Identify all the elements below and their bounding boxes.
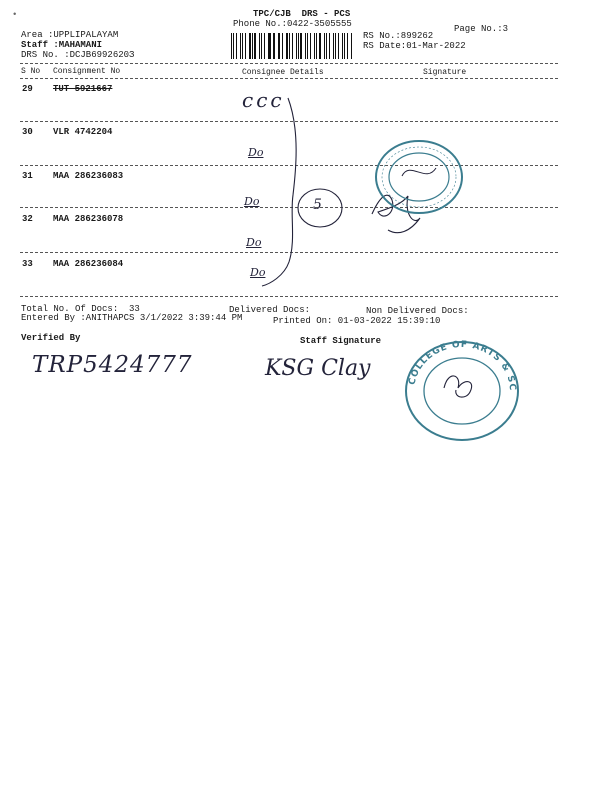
handwriting-verified-id: TRP5424777	[32, 352, 193, 378]
page-number: Page No.:3	[454, 24, 509, 34]
non-delivered-docs: Non Delivered Docs:	[366, 306, 469, 316]
handwriting-ditto-row31: Do	[244, 195, 260, 208]
area-field: Area :UPPLIPALAYAM	[21, 30, 119, 40]
column-header-consignment: Consignment No	[53, 67, 121, 76]
entered-by: Entered By :ANITHAPCS 3/1/2022 3:39:44 PM	[21, 313, 243, 323]
handwriting-circled-number: 5	[313, 197, 322, 213]
staff-field: Staff :MAHAMANI	[21, 40, 103, 50]
printed-on: Printed On: 01-03-2022 15:39:10	[273, 316, 441, 326]
row-30-sno: 30	[22, 127, 33, 137]
row-31-consignment: MAA 286236083	[53, 171, 124, 181]
row-32-consignment: MAA 286236078	[53, 214, 124, 224]
rs-date: RS Date:01-Mar-2022	[363, 41, 466, 51]
delivered-docs: Delivered Docs:	[229, 305, 311, 315]
row-29-sno: 29	[22, 84, 33, 94]
handwriting-ditto-row32: Do	[246, 236, 262, 249]
handwriting-ditto-row33: Do	[250, 266, 266, 279]
speck-mark: •	[12, 10, 18, 20]
column-header-consignee: Consignee Details	[242, 68, 324, 77]
handwriting-ditto-row30: Do	[248, 146, 264, 159]
column-header-sno: S No	[21, 67, 41, 76]
row-31-sno: 31	[22, 171, 33, 181]
rs-number: RS No.:899262	[363, 31, 434, 41]
document-title: TPC/CJB DRS - PCS	[253, 9, 351, 19]
row-30-consignment: VLR 4742204	[53, 127, 113, 137]
drs-number: DRS No. :DCJB6992620З	[21, 50, 135, 60]
row-32-sno: 32	[22, 214, 33, 224]
column-header-signature: Signature	[423, 68, 467, 77]
staff-signature-label: Staff Signature	[300, 336, 382, 346]
total-docs: Total No. Of Docs: 33	[21, 304, 140, 314]
handwriting-staff-signature: KSG Clay	[265, 356, 371, 381]
handwriting-ccc: ccc	[242, 88, 285, 112]
college-stamp-top	[374, 138, 464, 216]
stamp-text: COLLEGE OF ARTS & SCIENCE K. S. G.	[399, 333, 518, 392]
verified-by-label: Verified By	[21, 333, 81, 343]
phone-number: Phone No.:0422-3505555	[233, 19, 352, 29]
row-33-sno: 33	[22, 259, 33, 269]
row-33-consignment: MAA 286236084	[53, 259, 124, 269]
row-29-consignment: TUT 5921667	[53, 84, 113, 94]
college-stamp-bottom	[399, 333, 520, 442]
